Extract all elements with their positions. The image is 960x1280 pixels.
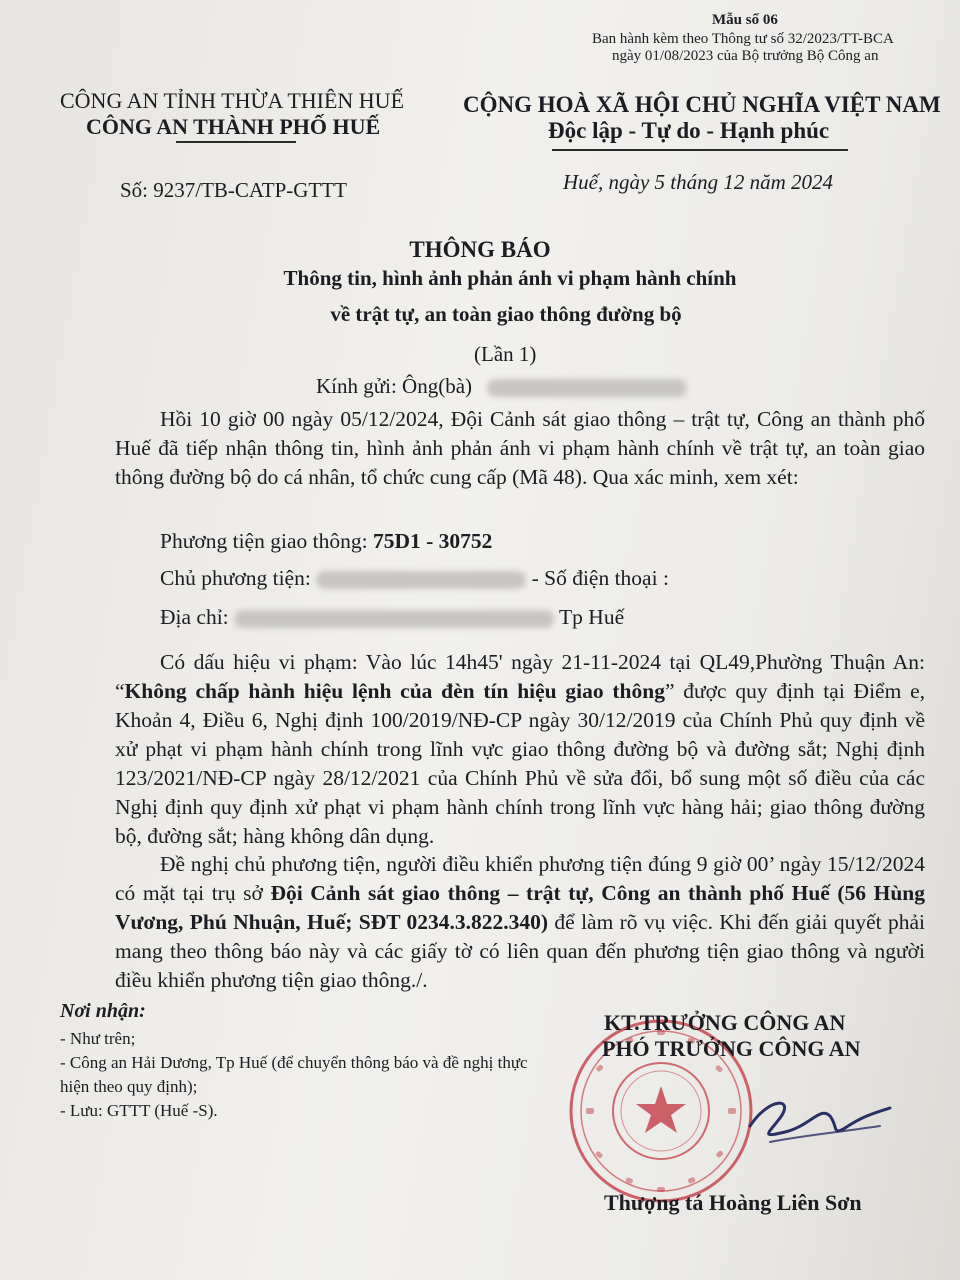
signer-name: Thượng tá Hoàng Liên Sơn (604, 1190, 862, 1215)
address-label: Địa chỉ: (160, 605, 235, 629)
document-title: THÔNG BÁO (409, 237, 551, 262)
recipients-list (60, 1027, 530, 1123)
handwritten-signature-icon (740, 1086, 900, 1156)
organization-underline (176, 141, 296, 143)
paragraph-intro: Hồi 10 giờ 00 ngày 05/12/2024, Đội Cảnh sát giao thông – trật tự, Công an thành phố Huế đã tiếp nhận thông tin, hình ảnh phản ánh vi phạm hành chính về trật tự, an toàn giao thông đường bộ do cá nhân, tổ chức cung cấp (Mã 48). Qua xác minh, xem xét: (115, 407, 925, 489)
owner-label: Chủ phương tiện: (160, 566, 317, 590)
recipient-item: - Công an Hải Dương, Tp Huế (để chuyển thông báo và đề nghị thực hiện theo quy định); (60, 1053, 528, 1096)
signatory-title-line-2: PHÓ TRƯỞNG CÔNG AN (602, 1036, 861, 1061)
form-number: Mẫu số 06 (712, 12, 778, 28)
addressee-line (316, 374, 687, 399)
vehicle-row (160, 529, 492, 554)
place-and-date: Huế, ngày 5 tháng 12 năm 2024 (563, 170, 834, 194)
owner-row (160, 566, 669, 591)
national-motto: Độc lập - Tự do - Hạnh phúc (548, 118, 830, 143)
paragraph-request (115, 850, 925, 995)
document-number: Số: 9237/TB-CATP-GTTT (120, 178, 347, 202)
national-title: CỘNG HOÀ XÃ HỘI CHỦ NGHĨA VIỆT NAM (463, 92, 941, 117)
paragraph-violation (115, 648, 925, 851)
address-row (160, 605, 624, 630)
signatory-title-line-1: KT.TRƯỞNG CÔNG AN (604, 1010, 846, 1035)
address-city: Tp Huế (554, 605, 625, 629)
violation-description: Không chấp hành hiệu lệnh của đèn tín hiệu giao thông (124, 679, 665, 703)
violation-intro: Có dấu hiệu vi phạm: Vào lúc 14h45' ngày 21-11-2024 tại QL49,Phường Thuận An: “ (115, 650, 925, 703)
redacted-address (234, 610, 554, 628)
violation-legal-basis: ” được quy định tại Điểm e, Khoản 4, Điều 6, Nghị định 100/2019/NĐ-CP ngày 30/12/2019 của Chính Phủ quy định về xử phạt vi phạm hành chính trong lĩnh vực giao thông đường bộ và đường sắt; Nghị định 123/2021/NĐ-CP ngày 28/12/2021 của Chính Phủ về sửa đổi, bổ sung một số điều của các Nghị định quy định xử phạt vi phạm hành chính trong lĩnh vực hàng hải; giao thông đường bộ, đường sắt; hàng không dân dụng. (115, 679, 925, 848)
phone-label: - Số điện thoại : (526, 566, 669, 590)
addressee-label: Kính gửi: Ông(bà) (316, 374, 473, 398)
issuing-organization: CÔNG AN THÀNH PHỐ HUẾ (86, 114, 381, 139)
redacted-owner (316, 571, 526, 589)
parent-organization: CÔNG AN TỈNH THỪA THIÊN HUẾ (60, 88, 405, 113)
office-address: Đội Cảnh sát giao thông – trật tự, Công an thành phố Huế (56 Hùng Vương, Phú Nhuận, Huế; SĐT 0234.3.822.340) (115, 881, 925, 934)
notice-attempt: (Lần 1) (474, 342, 537, 366)
request-details: để làm rõ vụ việc. Khi đến giải quyết phải mang theo thông báo này và các giấy tờ có liên quan đến phương tiện giao thông và người điều khiển phương tiện giao thông./. (115, 910, 925, 992)
recipients-title: Nơi nhận: (60, 1000, 146, 1022)
vehicle-label: Phương tiện giao thông: (160, 529, 373, 553)
motto-underline (552, 149, 848, 151)
recipient-item: - Lưu: GTTT (Huế -S). (60, 1101, 218, 1120)
vehicle-plate: 75D1 - 30752 (372, 529, 493, 553)
document-subtitle-line-1: Thông tin, hình ảnh phản ánh vi phạm hành chính (283, 266, 737, 290)
form-issued-line-1: Ban hành kèm theo Thông tư số 32/2023/TT-BCA (592, 31, 894, 47)
recipient-item: - Như trên; (60, 1029, 136, 1048)
form-issued-line-2: ngày 01/08/2023 của Bộ trưởng Bộ Công an (612, 48, 879, 64)
document-subtitle-line-2: về trật tự, an toàn giao thông đường bộ (330, 302, 682, 326)
redacted-name (487, 379, 687, 397)
request-intro: Đề nghị chủ phương tiện, người điều khiển phương tiện đúng 9 giờ 00’ ngày 15/12/2024 có mặt tại trụ sở (115, 852, 925, 905)
